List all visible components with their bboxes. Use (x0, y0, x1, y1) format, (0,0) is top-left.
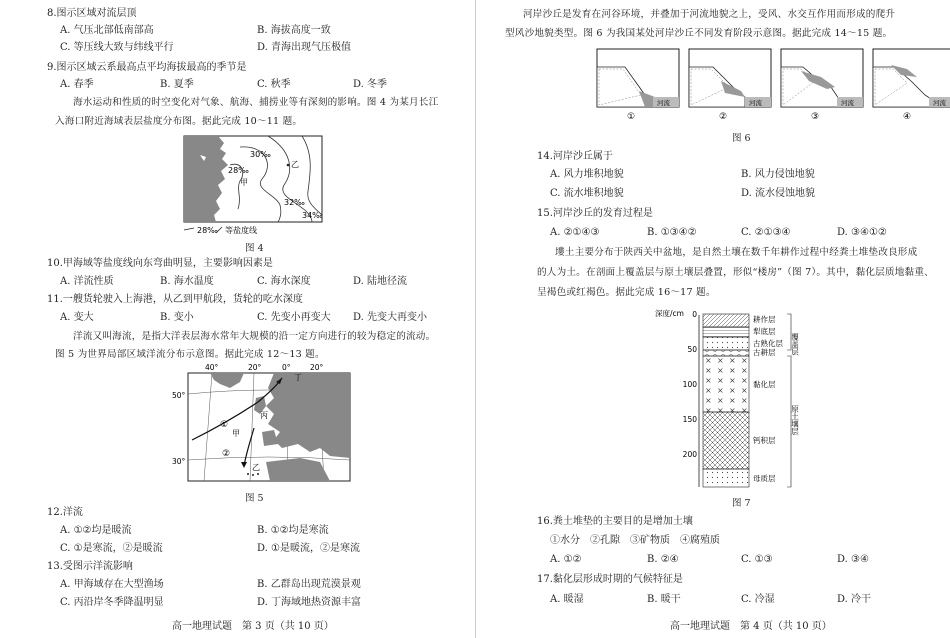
svg-text:③: ③ (811, 112, 820, 122)
fig4-label-30: 30‰ (250, 150, 271, 159)
q10-option-d: D. 陆地径流 (353, 276, 408, 287)
q9-option-d: D. 冬季 (353, 79, 388, 90)
fig4-legend-text: 等盐度线 (225, 226, 257, 235)
fig6-panel-2 (689, 49, 771, 122)
q8-stem: 8.图示区域对流层顶 (47, 8, 137, 19)
svg-text:深度/cm: 深度/cm (655, 309, 684, 318)
fig7-layer-clay (703, 356, 749, 412)
page-3 (0, 0, 465, 638)
q14-option-b: B. 风力侵蚀地貌 (741, 169, 815, 180)
q9-option-c: C. 秋季 (257, 79, 291, 90)
svg-text:丙: 丙 (260, 411, 268, 420)
q9-option-b: B. 夏季 (160, 79, 194, 90)
intro-10-line2: 入海口附近海域表层盐度分布图。据此完成 10～11 题。 (55, 116, 303, 127)
q15-option-b: B. ①③④② (647, 227, 697, 238)
fig7-layer-ancient-tillage (703, 350, 749, 356)
svg-text:耕作层: 耕作层 (753, 315, 776, 324)
q17-option-d: D. 冷干 (837, 594, 872, 605)
svg-text:0: 0 (692, 310, 697, 319)
fig4-label-32: 32‰ (284, 198, 305, 207)
fig4-label-yi: 乙 (291, 160, 299, 169)
q16-option-a: A. ①② (550, 554, 582, 565)
fig7-layer-calcic (703, 412, 749, 469)
svg-text:古熟化层: 古熟化层 (753, 339, 783, 348)
page-footer-3: 高一地理试题 第 3 页（共 10 页） (172, 621, 334, 632)
q16-option-b: B. ②④ (647, 554, 679, 565)
q14-option-c: C. 流水堆积地貌 (550, 188, 624, 199)
q12-option-c: C. ①是寒流，②是暖流 (60, 543, 163, 554)
q11-option-d: D. 先变大再变小 (353, 312, 428, 323)
q12-stem: 12.洋流 (47, 507, 83, 518)
svg-text:40°: 40° (205, 363, 219, 372)
svg-text:河流: 河流 (657, 99, 670, 107)
svg-text:20°: 20° (310, 363, 324, 372)
q15-option-d: D. ③④①② (837, 227, 887, 238)
q16-option-d: D. ③④ (837, 554, 869, 565)
q11-option-c: C. 先变小再变大 (257, 312, 331, 323)
q10-stem: 10.甲海域等盐度线向东弯曲明显，主要影响因素是 (47, 258, 273, 269)
column-divider (475, 0, 476, 638)
svg-text:钙积层: 钙积层 (753, 436, 776, 445)
intro-14-line1: 河岸沙丘是发育在河谷环境，并叠加于河流地貌之上，受风、水交互作用而形成的爬升 (523, 9, 896, 20)
svg-text:原土壤层: 原土壤层 (790, 405, 800, 435)
svg-text:50: 50 (687, 345, 697, 354)
svg-text:乙: 乙 (252, 463, 260, 472)
q13-option-c: C. 丙沿岸冬季降温明显 (60, 597, 164, 608)
svg-text:②: ② (222, 449, 231, 459)
q16-stem: 16.粪土堆垫的主要目的是增加土壤 (537, 516, 693, 527)
q13-option-b: B. 乙群岛出现荒漠景观 (257, 579, 361, 590)
svg-text:150: 150 (682, 415, 697, 424)
svg-text:河流: 河流 (933, 99, 946, 107)
fig6-panel-3 (781, 49, 863, 122)
svg-text:古耕层: 古耕层 (753, 348, 776, 357)
svg-text:④: ④ (903, 112, 912, 122)
figure-4-salinity-map (180, 135, 325, 235)
q8-option-a: A. 气压北部低南部高 (60, 25, 154, 36)
q15-option-c: C. ②①③④ (741, 227, 791, 238)
svg-text:母质层: 母质层 (753, 474, 776, 483)
fig5-caption: 图 5 (245, 493, 264, 504)
q10-option-c: C. 海水深度 (257, 276, 311, 287)
q12-option-a: A. ①②均是暖流 (60, 525, 132, 536)
intro-16-line2: 的人为土。在剖面上覆盖层与原土壤层叠置，形似“楼房”（图 7）。其中，黏化层质地黏重、 (537, 267, 934, 278)
q10-option-b: B. 海水温度 (160, 276, 214, 287)
intro-12-line2: 图 5 为世界局部区域洋流分布示意图。据此完成 12～13 题。 (55, 349, 325, 360)
q16-items: ①水分 ②孔隙 ③矿物质 ④腐殖质 (550, 535, 720, 546)
q14-stem: 14.河岸沙丘属于 (537, 151, 613, 162)
intro-16-line3: 呈褐色或红褐色。据此完成 16～17 题。 (537, 287, 716, 298)
q17-option-c: C. 冷湿 (741, 594, 775, 605)
svg-text:20°: 20° (248, 363, 262, 372)
q13-stem: 13.受图示洋流影响 (47, 561, 133, 572)
q17-option-a: A. 暖湿 (550, 594, 584, 605)
fig4-label-28: 28‰ (228, 166, 249, 175)
svg-text:丁: 丁 (294, 373, 302, 382)
q11-option-a: A. 变大 (60, 312, 94, 323)
svg-text:100: 100 (682, 380, 697, 389)
q8-option-c: C. 等压线大致与纬线平行 (60, 42, 174, 53)
fig4-label-jia: 甲 (240, 178, 248, 187)
svg-text:30°: 30° (172, 457, 186, 466)
q9-option-a: A. 春季 (60, 79, 94, 90)
q17-option-b: B. 暖干 (647, 594, 681, 605)
q10-option-a: A. 洋流性质 (60, 276, 114, 287)
svg-text:犁底层: 犁底层 (753, 327, 776, 336)
svg-text:河流: 河流 (841, 99, 854, 107)
q15-stem: 15.河岸沙丘的发育过程是 (537, 208, 653, 219)
q11-stem: 11.一艘货轮驶入上海港，从乙到甲航段，货轮的吃水深度 (47, 294, 303, 305)
fig7-layer-tillage (703, 314, 749, 327)
fig6-panel-1 (597, 49, 679, 122)
q9-stem: 9.图示区域云系最高点平均海拔最高的季节是 (47, 62, 247, 73)
q13-option-d: D. 丁海域地热资源丰富 (257, 597, 362, 608)
fig4-label-34: 34‰ (302, 211, 323, 220)
intro-12-line1: 洋流又叫海流，是指大洋表层海水常年大规模的沿一定方向进行的较为稳定的流动。 (73, 331, 436, 342)
figure-5-ocean-current-map (170, 362, 355, 487)
page-footer-4: 高一地理试题 第 4 页（共 10 页） (670, 621, 832, 632)
svg-text:河流: 河流 (749, 99, 762, 107)
figure-7-soil-profile (655, 305, 835, 491)
q8-option-d: D. 青海出现气压极值 (257, 42, 352, 53)
q17-stem: 17.黏化层形成时期的气候特征是 (537, 574, 683, 585)
svg-text:①: ① (220, 420, 229, 430)
q12-option-b: B. ①②均是寒流 (257, 525, 329, 536)
q15-option-a: A. ②①④③ (550, 227, 600, 238)
fig7-caption: 图 7 (732, 498, 751, 509)
fig4-legend-value: 28‰ (197, 226, 218, 235)
intro-14-line2: 型风沙地貌类型。图 6 为我国某处河岸沙丘不同发育阶段示意图。据此完成 14～15 题。 (505, 28, 893, 39)
q13-option-a: A. 甲海域存在大型渔场 (60, 579, 164, 590)
intro-16-line1: 塿土主要分布于陕西关中盆地，是自然土壤在数千年耕作过程中经粪土堆垫改良形成 (555, 247, 918, 258)
svg-text:0°: 0° (282, 363, 291, 372)
intro-10-line1: 海水运动和性质的时空变化对气象、航海、捕捞业等有深刻的影响。图 4 为某月长江 (73, 97, 439, 108)
q16-option-c: C. ①③ (741, 554, 773, 565)
page-4 (485, 0, 950, 638)
fig4-caption: 图 4 (245, 243, 264, 254)
fig6-caption: 图 6 (732, 133, 751, 144)
svg-text:200: 200 (682, 450, 697, 459)
fig7-layer-ancient-mature (703, 337, 749, 350)
figure-6-river-dune-stages (595, 47, 950, 123)
fig7-layer-plowpan (703, 327, 749, 337)
fig6-panel-4 (873, 49, 950, 122)
svg-text:②: ② (719, 112, 728, 122)
q12-option-d: D. ①是暖流，②是寒流 (257, 543, 360, 554)
q14-option-d: D. 流水侵蚀地貌 (741, 188, 816, 199)
svg-text:覆盖层: 覆盖层 (790, 333, 800, 356)
svg-text:①: ① (627, 112, 636, 122)
fig7-layer-parent (703, 469, 749, 487)
q14-option-a: A. 风力堆积地貌 (550, 169, 624, 180)
svg-text:甲: 甲 (232, 429, 240, 438)
q11-option-b: B. 变小 (160, 312, 194, 323)
svg-text:50°: 50° (172, 391, 186, 400)
q8-option-b: B. 海拔高度一致 (257, 25, 331, 36)
svg-text:黏化层: 黏化层 (753, 380, 776, 389)
